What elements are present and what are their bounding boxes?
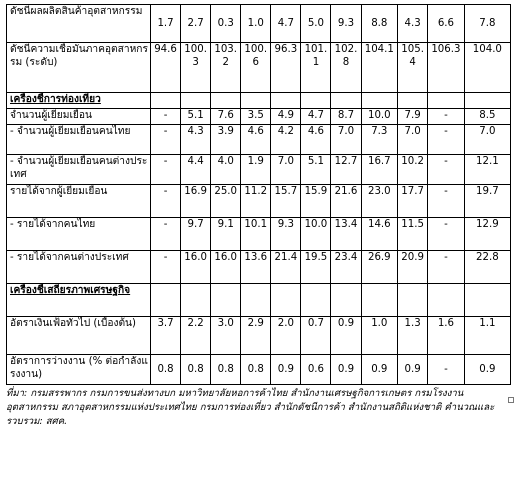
value-cell: 10.0 [301, 218, 331, 251]
value-cell: 23.4 [331, 251, 361, 284]
value-cell: 2.2 [181, 317, 211, 355]
row-label: ดัชนีความเชื่อมั่นภาคอุตสาหกรรม (ระดับ) [7, 43, 151, 93]
value-cell: 19.5 [301, 251, 331, 284]
value-cell: 2.0 [271, 317, 301, 355]
value-cell: 3.5 [241, 109, 271, 125]
value-cell: 11.5 [398, 218, 428, 251]
value-cell: - [151, 155, 181, 185]
value-cell: 0.9 [331, 317, 361, 355]
value-cell: 5.1 [301, 155, 331, 185]
value-cell: 0.7 [301, 317, 331, 355]
value-cell: - [151, 218, 181, 251]
value-cell: 96.3 [271, 43, 301, 93]
value-cell: 2.9 [241, 317, 271, 355]
value-cell: 104.0 [464, 43, 510, 93]
value-cell: 12.9 [464, 218, 510, 251]
value-cell: 3.7 [151, 317, 181, 355]
table-body [7, 5, 511, 385]
economic-indicators-table [6, 4, 511, 385]
value-cell: 7.6 [211, 109, 241, 125]
value-cell: 10.0 [361, 109, 398, 125]
value-cell: 104.1 [361, 43, 398, 93]
empty-cell [211, 284, 241, 317]
value-cell: 10.2 [398, 155, 428, 185]
section-header-row [7, 93, 511, 109]
value-cell: 7.0 [464, 125, 510, 155]
value-cell: 20.9 [398, 251, 428, 284]
value-cell: 94.6 [151, 43, 181, 93]
row-label: ดัชนีผลผลิตสินค้าอุตสาหกรรม [7, 5, 151, 43]
row-label: - จำนวนผู้เยี่ยมเยือนคนไทย [7, 125, 151, 155]
value-cell: 16.7 [361, 155, 398, 185]
value-cell: 3.0 [211, 317, 241, 355]
empty-cell [271, 284, 301, 317]
value-cell: 7.0 [331, 125, 361, 155]
value-cell: 9.3 [331, 5, 361, 43]
value-cell: 0.3 [211, 5, 241, 43]
empty-cell [181, 284, 211, 317]
value-cell: 10.1 [241, 218, 271, 251]
empty-cell [464, 93, 510, 109]
value-cell: 101.1 [301, 43, 331, 93]
value-cell: 12.7 [331, 155, 361, 185]
value-cell: 16.0 [211, 251, 241, 284]
value-cell: 0.9 [331, 355, 361, 385]
value-cell: 4.3 [181, 125, 211, 155]
value-cell: 4.7 [301, 109, 331, 125]
table-row [7, 355, 511, 385]
value-cell: - [151, 185, 181, 218]
value-cell: 4.0 [211, 155, 241, 185]
value-cell: 103.2 [211, 43, 241, 93]
empty-cell [398, 93, 428, 109]
value-cell: 16.0 [181, 251, 211, 284]
row-label: รายได้จากผู้เยี่ยมเยือน [7, 185, 151, 218]
table-row [7, 5, 511, 43]
value-cell: 0.8 [241, 355, 271, 385]
value-cell: - [428, 155, 465, 185]
empty-cell [331, 93, 361, 109]
value-cell: 1.1 [464, 317, 510, 355]
value-cell: 21.6 [331, 185, 361, 218]
empty-cell [428, 93, 465, 109]
empty-cell [211, 93, 241, 109]
value-cell: 4.2 [271, 125, 301, 155]
empty-cell [301, 284, 331, 317]
section-heading: เครื่องชี้การท่องเที่ยว [10, 94, 101, 105]
value-cell: 9.3 [271, 218, 301, 251]
value-cell: 100.6 [241, 43, 271, 93]
value-cell: 0.9 [464, 355, 510, 385]
table-row [7, 109, 511, 125]
value-cell: 17.7 [398, 185, 428, 218]
empty-cell [428, 284, 465, 317]
value-cell: 3.9 [211, 125, 241, 155]
section-header-row [7, 284, 511, 317]
value-cell: - [428, 125, 465, 155]
row-label: อัตราเงินเฟ้อทั่วไป (เบื้องต้น) [7, 317, 151, 355]
value-cell: 13.4 [331, 218, 361, 251]
value-cell: 8.7 [331, 109, 361, 125]
row-label: - รายได้จากคนต่างประเทศ [7, 251, 151, 284]
value-cell: 1.7 [151, 5, 181, 43]
empty-cell [151, 93, 181, 109]
value-cell: 102.8 [331, 43, 361, 93]
value-cell: 21.4 [271, 251, 301, 284]
value-cell: 4.4 [181, 155, 211, 185]
value-cell: 22.8 [464, 251, 510, 284]
empty-cell [361, 284, 398, 317]
table-row [7, 125, 511, 155]
value-cell: 5.1 [181, 109, 211, 125]
paragraph-mark [508, 397, 514, 403]
value-cell: - [428, 355, 465, 385]
value-cell: 9.7 [181, 218, 211, 251]
table-row [7, 185, 511, 218]
value-cell: 7.3 [361, 125, 398, 155]
value-cell: 9.1 [211, 218, 241, 251]
row-label: - รายได้จากคนไทย [7, 218, 151, 251]
empty-cell [331, 284, 361, 317]
empty-cell [301, 93, 331, 109]
value-cell: 23.0 [361, 185, 398, 218]
value-cell: 0.9 [271, 355, 301, 385]
section-heading-cell [7, 284, 151, 317]
value-cell: 1.3 [398, 317, 428, 355]
source-note: ที่มา: กรมสรรพากร กรมการขนส่งทางบก มหาวิทยาลัยหอการค้าไทย สำนักงานเศรษฐกิจการเกษตร กรมโรงงานอุตสาหกรรม สภาอุตสาหกรรมแห่งประเทศไทย กรมการท่องเที่ยว สำนักดัชนีการค้า สำนักงานสถิติแห่งชาติ คำนวณและรวบรวม: สศค. [6, 388, 495, 427]
value-cell: 19.7 [464, 185, 510, 218]
value-cell: 25.0 [211, 185, 241, 218]
value-cell: 4.3 [398, 5, 428, 43]
value-cell: 100.3 [181, 43, 211, 93]
value-cell: 13.6 [241, 251, 271, 284]
row-label: อัตราการว่างงาน (% ต่อกำลังแรงงาน) [7, 355, 151, 385]
empty-cell [464, 284, 510, 317]
empty-cell [271, 93, 301, 109]
section-heading-cell [7, 93, 151, 109]
value-cell: 11.2 [241, 185, 271, 218]
value-cell: - [428, 185, 465, 218]
value-cell: 0.9 [398, 355, 428, 385]
value-cell: - [151, 109, 181, 125]
value-cell: 8.8 [361, 5, 398, 43]
empty-cell [241, 284, 271, 317]
row-label: - จำนวนผู้เยี่ยมเยือนคนต่างประเทศ [7, 155, 151, 185]
empty-cell [181, 93, 211, 109]
value-cell: 0.9 [361, 355, 398, 385]
value-cell: 5.0 [301, 5, 331, 43]
value-cell: 26.9 [361, 251, 398, 284]
value-cell: 1.9 [241, 155, 271, 185]
value-cell: 2.7 [181, 5, 211, 43]
empty-cell [398, 284, 428, 317]
value-cell: 1.0 [241, 5, 271, 43]
table-row [7, 155, 511, 185]
value-cell: 4.9 [271, 109, 301, 125]
value-cell: 7.0 [271, 155, 301, 185]
value-cell: 0.8 [211, 355, 241, 385]
empty-cell [361, 93, 398, 109]
table-row [7, 218, 511, 251]
value-cell: 105.4 [398, 43, 428, 93]
value-cell: 6.6 [428, 5, 465, 43]
value-cell: - [428, 251, 465, 284]
value-cell: 1.0 [361, 317, 398, 355]
value-cell: 4.7 [271, 5, 301, 43]
value-cell: 0.8 [151, 355, 181, 385]
value-cell: 7.0 [398, 125, 428, 155]
value-cell: - [151, 125, 181, 155]
table-row [7, 251, 511, 284]
section-heading: เครื่องชี้เสถียรภาพเศรษฐกิจ [10, 285, 131, 296]
empty-cell [151, 284, 181, 317]
value-cell: 4.6 [241, 125, 271, 155]
value-cell: 14.6 [361, 218, 398, 251]
table-row [7, 317, 511, 355]
value-cell: 15.7 [271, 185, 301, 218]
value-cell: - [151, 251, 181, 284]
value-cell: 106.3 [428, 43, 465, 93]
value-cell: 12.1 [464, 155, 510, 185]
value-cell: 16.9 [181, 185, 211, 218]
value-cell: 1.6 [428, 317, 465, 355]
value-cell: 15.9 [301, 185, 331, 218]
row-label: จำนวนผู้เยี่ยมเยือน [7, 109, 151, 125]
value-cell: 7.8 [464, 5, 510, 43]
value-cell: - [428, 109, 465, 125]
document-page [6, 4, 511, 429]
empty-cell [241, 93, 271, 109]
value-cell: 0.6 [301, 355, 331, 385]
value-cell: 0.8 [181, 355, 211, 385]
value-cell: 8.5 [464, 109, 510, 125]
value-cell: - [428, 218, 465, 251]
value-cell: 7.9 [398, 109, 428, 125]
table-row [7, 43, 511, 93]
value-cell: 4.6 [301, 125, 331, 155]
